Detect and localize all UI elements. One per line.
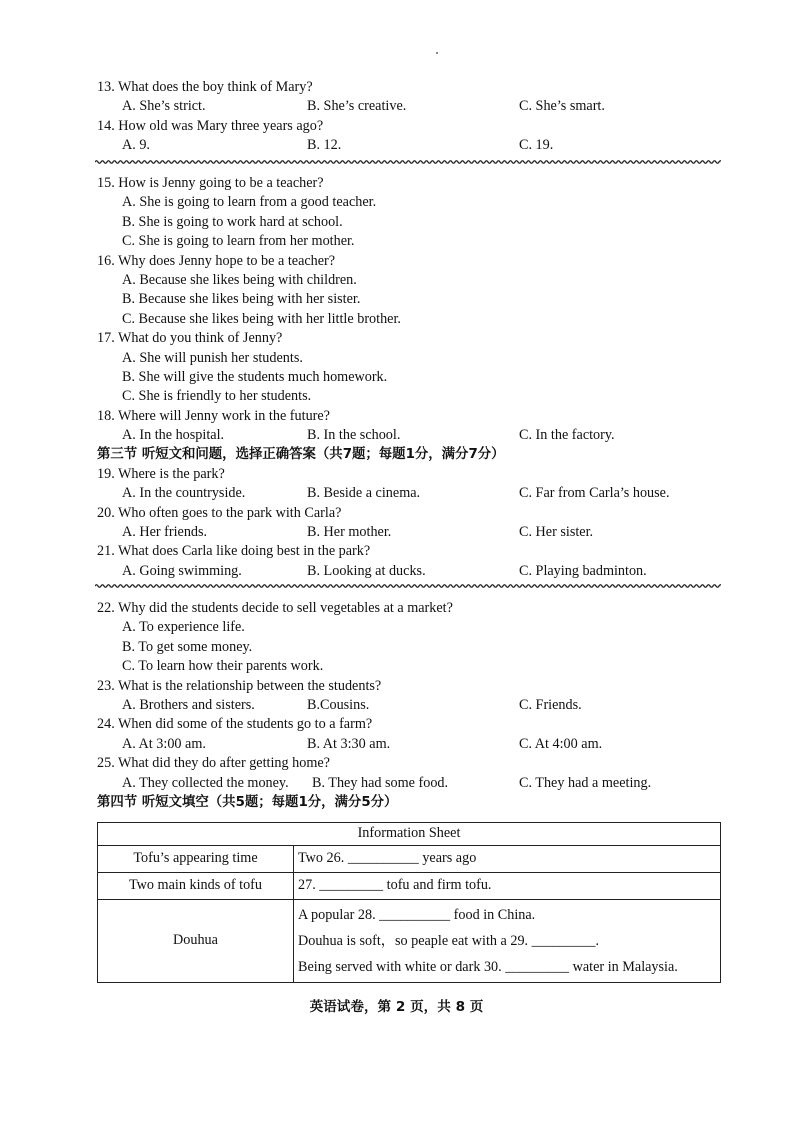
info-row3-value — [294, 900, 721, 983]
section-3-heading: 第三节 听短文和问题，选择正确答案（共7题；每题1分，满分7分） — [97, 447, 505, 463]
question-13-stem: 13. What does the boy think of Mary? — [97, 79, 313, 95]
option-21c: C. Playing badminton. — [519, 562, 647, 579]
question-16-stem: 16. Why does Jenny hope to be a teacher? — [97, 252, 336, 269]
question-24-stem: 24. When did some of the students go to a farm? — [97, 716, 373, 733]
option-17a: A. She will punish her students. — [122, 349, 303, 366]
question-14-options — [97, 136, 722, 155]
option-23a: A. Brothers and sisters. — [122, 696, 255, 713]
option-13b: B. She’s creative. — [307, 98, 407, 115]
info-row2-value: 27. _________ tofu and firm tofu. — [294, 873, 721, 900]
question-19-options — [97, 484, 722, 503]
question-block-15-21 — [97, 174, 722, 581]
option-24a: A. At 3:00 am. — [122, 735, 206, 752]
question-24-options — [97, 735, 722, 754]
question-block-13-14 — [97, 78, 722, 156]
option-18c: C. In the factory. — [519, 427, 615, 444]
option-17b: B. She will give the students much homework. — [122, 368, 388, 385]
section-4-heading: 第四节 听短文填空（共5题；每题1分，满分5分） — [97, 794, 398, 810]
question-18-options — [97, 426, 722, 445]
option-14b: B. 12. — [307, 137, 342, 154]
option-25b: B. They had some food. — [312, 774, 449, 791]
option-20a: A. Her friends. — [122, 524, 208, 541]
option-22b: B. To get some money. — [122, 638, 253, 655]
option-18b: B. In the school. — [307, 427, 401, 444]
question-19-stem: 19. Where is the park? — [97, 465, 225, 482]
question-block-22-25 — [97, 599, 722, 812]
question-15-stem: 15. How is Jenny going to be a teacher? — [97, 175, 324, 191]
info-row1-value: Two 26. __________ years ago — [294, 846, 721, 873]
option-25a: A. They collected the money. — [122, 774, 289, 791]
option-24b: B. At 3:30 am. — [307, 735, 391, 752]
option-16b: B. Because she likes being with her sister. — [122, 291, 361, 308]
question-18-stem: 18. Where will Jenny work in the future? — [97, 407, 330, 424]
option-19a: A. In the countryside. — [122, 485, 246, 502]
page-footer: 英语试卷，第 2 页，共 8 页 — [309, 999, 484, 1015]
question-25-options — [97, 774, 722, 793]
info-row3-line2: Douhua is soft，so peaple eat with a 29. _________. — [298, 933, 600, 949]
question-23-options — [97, 696, 722, 715]
option-14a: A. 9. — [122, 137, 150, 154]
info-row2-label: Two main kinds of tofu — [98, 873, 294, 900]
question-13-options — [97, 97, 722, 116]
option-20c: C. Her sister. — [519, 524, 594, 541]
option-15a: A. She is going to learn from a good teacher. — [122, 194, 377, 211]
question-22-stem: 22. Why did the students decide to sell vegetables at a market? — [97, 600, 453, 616]
option-19b: B. Beside a cinema. — [307, 485, 421, 502]
option-23b: B.Cousins. — [307, 696, 370, 713]
option-15c: C. She is going to learn from her mother. — [122, 233, 355, 250]
question-25-stem: 25. What did they do after getting home? — [97, 755, 330, 772]
option-19c: C. Far from Carla’s house. — [519, 485, 670, 502]
question-20-stem: 20. Who often goes to the park with Carla? — [97, 504, 342, 521]
wavy-divider-1 — [95, 158, 721, 166]
question-21-stem: 21. What does Carla like doing best in the park? — [97, 543, 371, 560]
option-13c: C. She’s smart. — [519, 98, 605, 115]
question-23-stem: 23. What is the relationship between the students? — [97, 677, 382, 694]
option-16a: A. Because she likes being with children. — [122, 271, 357, 288]
info-row3-label: Douhua — [98, 900, 294, 983]
scan-dot — [436, 52, 438, 54]
question-17-stem: 17. What do you think of Jenny? — [97, 330, 283, 347]
info-row1-label: Tofu’s appearing time — [98, 846, 294, 873]
option-21b: B. Looking at ducks. — [307, 562, 426, 579]
option-17c: C. She is friendly to her students. — [122, 388, 312, 405]
info-sheet-title: Information Sheet — [98, 823, 721, 846]
option-25c: C. They had a meeting. — [519, 774, 652, 791]
option-20b: B. Her mother. — [307, 524, 392, 541]
option-21a: A. Going swimming. — [122, 562, 242, 579]
info-row3-line3: Being served with white or dark 30. _________ water in Malaysia. — [298, 959, 678, 975]
question-14-stem: 14. How old was Mary three years ago? — [97, 117, 324, 134]
question-21-options — [97, 562, 722, 581]
option-15b: B. She is going to work hard at school. — [122, 213, 343, 230]
option-24c: C. At 4:00 am. — [519, 735, 603, 752]
wavy-divider-2 — [95, 582, 721, 590]
option-13a: A. She’s strict. — [122, 98, 206, 115]
option-22c: C. To learn how their parents work. — [122, 658, 324, 675]
option-14c: C. 19. — [519, 137, 554, 154]
option-16c: C. Because she likes being with her little brother. — [122, 310, 401, 327]
option-23c: C. Friends. — [519, 696, 582, 713]
option-22a: A. To experience life. — [122, 619, 245, 636]
info-row3-line1: A popular 28. __________ food in China. — [298, 907, 536, 923]
option-18a: A. In the hospital. — [122, 427, 225, 444]
information-sheet-table — [97, 822, 721, 983]
question-20-options — [97, 523, 722, 542]
